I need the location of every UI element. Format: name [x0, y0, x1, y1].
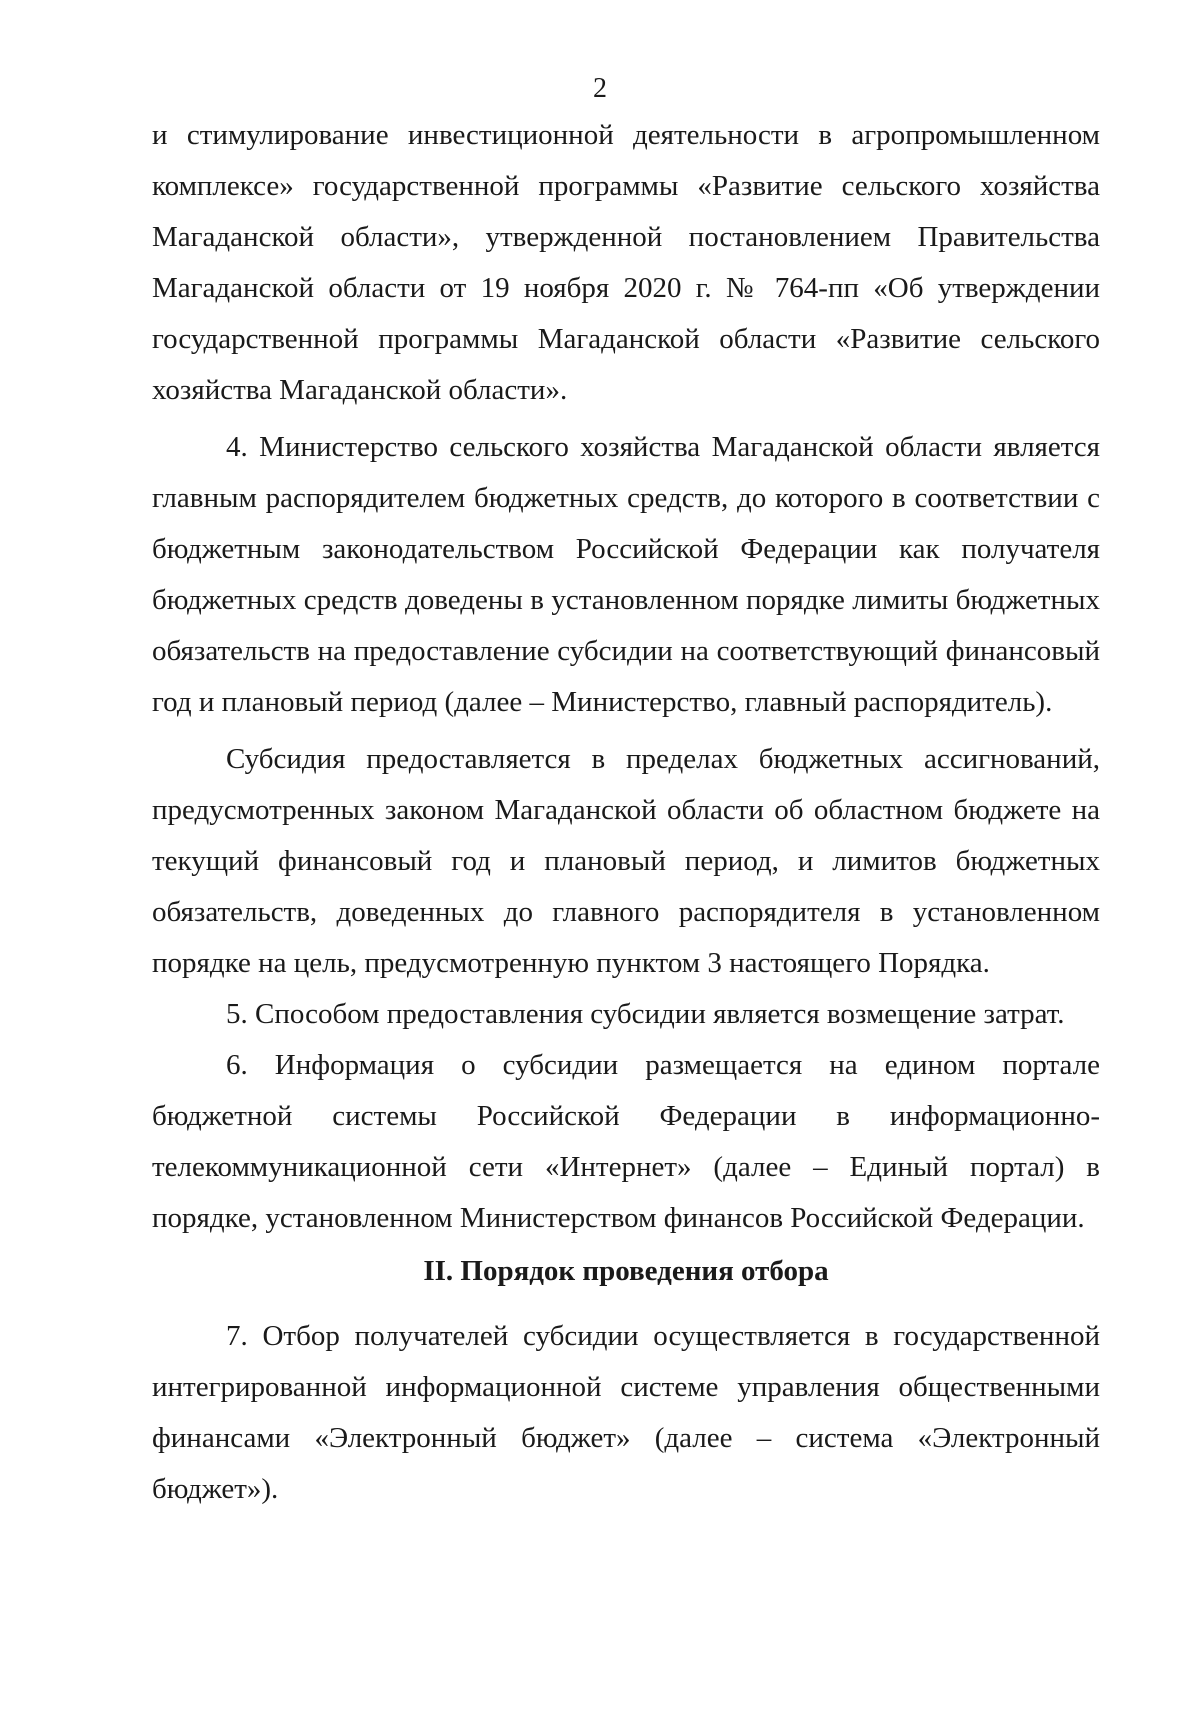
paragraph-item-4: 4. Министерство сельского хозяйства Магаданской области является главным распорядителем бюджетных средств, до которого в соответствии с бюджетным законодательством Российской Федерации как получателя бюджетных средств доведены в установленном порядке лимиты бюджетных обязательств на предоставление субсидии на соответствующий финансовый год и плановый период (далее – Министерство, главный распорядитель).: [152, 431, 1100, 718]
document-body: [152, 110, 1100, 1515]
paragraph-item-7: 7. Отбор получателей субсидии осуществляется в государственной интегрированной информационной системе управления общественными финансами «Электронный бюджет» (далее – система «Электронный бюджет»).: [152, 1320, 1100, 1505]
paragraph-item-5: 5. Способом предоставления субсидии является возмещение затрат.: [226, 998, 1065, 1030]
paragraph-continuation: и стимулирование инвестиционной деятельности в агропромышленном комплексе» государственной программы «Развитие сельского хозяйства Магаданской области», утвержденной постановлением Правительства Магаданской области от 19 ноября 2020 г. № 764-пп «Об утверждении государственной программы Магаданской области «Развитие сельского хозяйства Магаданской области».: [152, 119, 1100, 406]
paragraph-item-6: 6. Информация о субсидии размещается на едином портале бюджетной системы Российской Федерации в информационно-телекоммуникационной сети «Интернет» (далее – Единый портал) в порядке, установленном Министерством финансов Российской Федерации.: [152, 1049, 1100, 1234]
section-heading: II. Порядок проведения отбора: [423, 1255, 829, 1287]
paragraph-subsidy-limits: Субсидия предоставляется в пределах бюджетных ассигнований, предусмотренных законом Магаданской области об областном бюджете на текущий финансовый год и плановый период, и лимитов бюджетных обязательств, доведенных до главного распорядителя в установленном порядке на цель, предусмотренную пунктом 3 настоящего Порядка.: [152, 743, 1100, 979]
page-number: 2: [593, 73, 607, 104]
